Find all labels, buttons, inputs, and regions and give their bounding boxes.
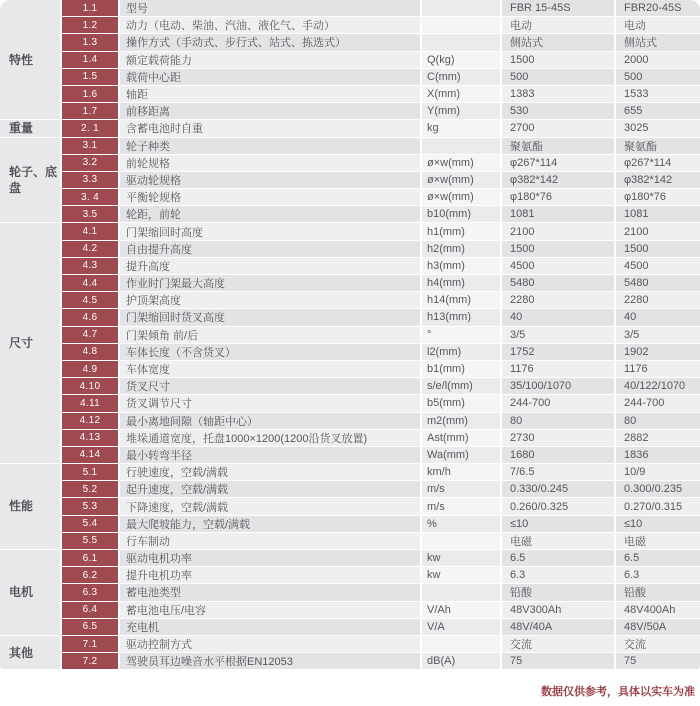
spec-section [0,0,700,119]
spec-label: 额定载荷能力 [120,52,420,68]
value-fbr15: 48V/40A [502,619,614,635]
value-fbr15: 530 [502,103,614,119]
value-fbr15: 2100 [502,223,614,239]
unit-cell: X(mm) [422,86,500,102]
row-number-badge: 4.8 [62,344,118,360]
row-number-badge: 4.11 [62,395,118,411]
unit-cell: Y(mm) [422,103,500,119]
spec-label: 轴距 [120,86,420,102]
unit-cell [422,636,500,652]
spec-row [62,395,700,411]
spec-label: 蓄电池类型 [120,584,420,600]
row-number-badge: 5.4 [62,516,118,532]
spec-label: 驱动轮规格 [120,172,420,188]
value-fbr20: 6.5 [616,550,700,566]
row-number-badge: 7.1 [62,636,118,652]
row-number-badge: 4.2 [62,241,118,257]
value-fbr20: 80 [616,413,700,429]
unit-cell: ° [422,327,500,343]
value-fbr20: 4500 [616,258,700,274]
row-number-badge: 6.3 [62,584,118,600]
row-number-badge: 5.1 [62,464,118,480]
value-fbr20: φ180*76 [616,189,700,205]
row-number-badge: 6.1 [62,550,118,566]
row-number-badge: 1.1 [62,0,118,16]
spec-row [62,516,700,532]
unit-cell: kw [422,550,500,566]
value-fbr15: φ267*114 [502,155,614,171]
unit-cell: Wa(mm) [422,447,500,463]
spec-label: 提升电机功率 [120,567,420,583]
value-fbr15: 7/6.5 [502,464,614,480]
spec-label: 操作方式（手动式、步行式、站式、拣选式） [120,34,420,50]
value-fbr15: 2730 [502,430,614,446]
row-number-badge: 4.7 [62,327,118,343]
spec-section [0,550,700,635]
spec-label: 轮子种类 [120,138,420,154]
value-fbr20: 1500 [616,241,700,257]
value-fbr15: 6.5 [502,550,614,566]
spec-row [62,464,700,480]
unit-cell: dB(A) [422,653,500,669]
row-number-badge: 1.3 [62,34,118,50]
value-fbr20: 铅酸 [616,584,700,600]
value-fbr15: 5480 [502,275,614,291]
unit-cell: h4(mm) [422,275,500,291]
spec-label: 行车制动 [120,533,420,549]
spec-row [62,258,700,274]
row-number-badge: 4.3 [62,258,118,274]
unit-cell: b10(mm) [422,206,500,222]
spec-row [62,413,700,429]
value-fbr20: 10/9 [616,464,700,480]
spec-label: 最小离地间隙（轴距中心） [120,413,420,429]
value-fbr15: φ180*76 [502,189,614,205]
spec-label: 驾驶员耳边噪音水平根据EN12053 [120,653,420,669]
spec-row [62,584,700,600]
value-fbr20: 48V/50A [616,619,700,635]
value-fbr20: 电动 [616,17,700,33]
value-fbr20: 1836 [616,447,700,463]
value-fbr15: 1383 [502,86,614,102]
row-number-badge: 3.1 [62,138,118,154]
spec-label: 护顶架高度 [120,292,420,308]
value-fbr20: 聚氨酯 [616,138,700,154]
value-fbr15: 1176 [502,361,614,377]
spec-label: 载荷中心距 [120,69,420,85]
spec-label: 蓄电池电压/电容 [120,602,420,618]
unit-cell: Q(kg) [422,52,500,68]
spec-label: 最小转弯半径 [120,447,420,463]
spec-label: 堆垛通道宽度，托盘1000×1200(1200沿货叉放置) [120,430,420,446]
unit-cell: m/s [422,481,500,497]
value-fbr20: 1081 [616,206,700,222]
value-fbr20: 1902 [616,344,700,360]
category-label: 尺寸 [0,223,60,463]
row-number-badge: 2. 1 [62,120,118,136]
disclaimer-note: 数据仅供参考，具体以实车为准 [541,686,695,698]
spec-row [62,619,700,635]
value-fbr20: 0.270/0.315 [616,498,700,514]
spec-row [62,138,700,154]
value-fbr15: 0.260/0.325 [502,498,614,514]
value-fbr15: 交流 [502,636,614,652]
spec-row [62,636,700,652]
spec-row [62,120,700,136]
spec-row [62,653,700,669]
unit-cell [422,584,500,600]
value-fbr20: 75 [616,653,700,669]
row-number-badge: 6.2 [62,567,118,583]
value-fbr20: 6.3 [616,567,700,583]
unit-cell [422,533,500,549]
unit-cell: m/s [422,498,500,514]
spec-label: 货叉调节尺寸 [120,395,420,411]
row-number-badge: 4.12 [62,413,118,429]
value-fbr20: 2882 [616,430,700,446]
category-label: 重量 [0,120,60,136]
value-fbr20: 48V400Ah [616,602,700,618]
spec-row [62,292,700,308]
spec-label: 轮距，前轮 [120,206,420,222]
row-number-badge: 5.3 [62,498,118,514]
spec-label: 货叉尺寸 [120,378,420,394]
value-fbr20: 1533 [616,86,700,102]
category-label: 轮子、底盘 [0,138,60,223]
section-rows [62,138,700,223]
row-number-badge: 4.14 [62,447,118,463]
unit-cell: C(mm) [422,69,500,85]
spec-label: 门架缩回时高度 [120,223,420,239]
spec-row [62,602,700,618]
spec-row [62,17,700,33]
spec-section [0,120,700,136]
row-number-badge: 4.1 [62,223,118,239]
spec-label: 前轮规格 [120,155,420,171]
spec-row [62,567,700,583]
section-rows [62,0,700,119]
row-number-badge: 6.4 [62,602,118,618]
row-number-badge: 3.2 [62,155,118,171]
category-label: 其他 [0,636,60,669]
section-rows [62,464,700,549]
value-fbr15: ≤10 [502,516,614,532]
spec-section [0,138,700,223]
value-fbr20: ≤10 [616,516,700,532]
spec-row [62,447,700,463]
row-number-badge: 3.5 [62,206,118,222]
unit-cell: h13(mm) [422,309,500,325]
spec-label: 充电机 [120,619,420,635]
unit-cell: b1(mm) [422,361,500,377]
row-number-badge: 4.5 [62,292,118,308]
spec-label: 门架倾角 前/后 [120,327,420,343]
unit-cell: b5(mm) [422,395,500,411]
spec-label: 提升高度 [120,258,420,274]
row-number-badge: 4.4 [62,275,118,291]
spec-label: 车体长度（不含货叉） [120,344,420,360]
spec-section [0,464,700,549]
unit-cell: Ast(mm) [422,430,500,446]
unit-cell [422,0,500,16]
unit-cell [422,17,500,33]
value-fbr15: 75 [502,653,614,669]
value-fbr20: 3025 [616,120,700,136]
row-number-badge: 4.9 [62,361,118,377]
row-number-badge: 4.6 [62,309,118,325]
unit-cell: h1(mm) [422,223,500,239]
row-number-badge: 4.10 [62,378,118,394]
section-rows [62,223,700,463]
value-fbr15: 电动 [502,17,614,33]
spec-row [62,361,700,377]
value-fbr20: 40/122/1070 [616,378,700,394]
value-fbr15: FBR 15-45S [502,0,614,16]
row-number-badge: 5.2 [62,481,118,497]
value-fbr15: 2280 [502,292,614,308]
unit-cell: km/h [422,464,500,480]
value-fbr15: 1500 [502,52,614,68]
unit-cell: V/Ah [422,602,500,618]
value-fbr20: 0.300/0.235 [616,481,700,497]
spec-label: 前移距离 [120,103,420,119]
unit-cell: ø×w(mm) [422,172,500,188]
value-fbr15: φ382*142 [502,172,614,188]
spec-row [62,189,700,205]
value-fbr20: 1176 [616,361,700,377]
row-number-badge: 7.2 [62,653,118,669]
spec-label: 行驶速度，空载/满载 [120,464,420,480]
value-fbr20: 2100 [616,223,700,239]
value-fbr20: 2280 [616,292,700,308]
value-fbr15: 聚氨酯 [502,138,614,154]
spec-row [62,103,700,119]
value-fbr15: 电磁 [502,533,614,549]
spec-row [62,430,700,446]
spec-row [62,155,700,171]
value-fbr15: 4500 [502,258,614,274]
section-rows [62,636,700,669]
value-fbr15: 1500 [502,241,614,257]
spec-row [62,378,700,394]
spec-label: 动力（电动、柴油、汽油、液化气、手动） [120,17,420,33]
spec-section [0,636,700,669]
spec-row [62,52,700,68]
value-fbr15: 1752 [502,344,614,360]
value-fbr15: 48V300Ah [502,602,614,618]
spec-row [62,223,700,239]
spec-label: 作业时门架最大高度 [120,275,420,291]
value-fbr15: 244-700 [502,395,614,411]
value-fbr15: 侧站式 [502,34,614,50]
value-fbr15: 500 [502,69,614,85]
spec-label: 平衡轮规格 [120,189,420,205]
spec-row [62,498,700,514]
unit-cell: ø×w(mm) [422,155,500,171]
value-fbr15: 2700 [502,120,614,136]
spec-row [62,344,700,360]
value-fbr20: 交流 [616,636,700,652]
value-fbr20: 3/5 [616,327,700,343]
value-fbr20: 244-700 [616,395,700,411]
unit-cell [422,138,500,154]
row-number-badge: 1.6 [62,86,118,102]
value-fbr20: 2000 [616,52,700,68]
spec-row [62,172,700,188]
spec-row [62,275,700,291]
row-number-badge: 5.5 [62,533,118,549]
value-fbr20: 40 [616,309,700,325]
unit-cell: h2(mm) [422,241,500,257]
value-fbr15: 1081 [502,206,614,222]
unit-cell: % [422,516,500,532]
spec-label: 驱动控制方式 [120,636,420,652]
value-fbr20: 电磁 [616,533,700,549]
value-fbr15: 6.3 [502,567,614,583]
spec-row [62,533,700,549]
spec-row [62,481,700,497]
unit-cell: l2(mm) [422,344,500,360]
unit-cell: s/e/l(mm) [422,378,500,394]
value-fbr20: 655 [616,103,700,119]
value-fbr20: 侧站式 [616,34,700,50]
row-number-badge: 1.5 [62,69,118,85]
spec-label: 车体宽度 [120,361,420,377]
spec-row [62,69,700,85]
row-number-badge: 1.7 [62,103,118,119]
category-label: 性能 [0,464,60,549]
row-number-badge: 3.3 [62,172,118,188]
unit-cell: kg [422,120,500,136]
spec-section [0,223,700,463]
spec-label: 驱动电机功率 [120,550,420,566]
spec-label: 型号 [120,0,420,16]
value-fbr20: 5480 [616,275,700,291]
value-fbr20: φ267*114 [616,155,700,171]
spec-row [62,34,700,50]
value-fbr15: 40 [502,309,614,325]
unit-cell [422,34,500,50]
unit-cell: V/A [422,619,500,635]
unit-cell: m2(mm) [422,413,500,429]
spec-label: 门架缩回时货叉高度 [120,309,420,325]
value-fbr20: 500 [616,69,700,85]
unit-cell: kw [422,567,500,583]
spec-row [62,0,700,16]
spec-label: 最大爬坡能力，空载/满载 [120,516,420,532]
value-fbr20: φ382*142 [616,172,700,188]
spec-row [62,309,700,325]
value-fbr15: 0.330/0.245 [502,481,614,497]
section-rows [62,550,700,635]
spec-row [62,550,700,566]
row-number-badge: 6.5 [62,619,118,635]
spec-label: 含蓄电池时自重 [120,120,420,136]
unit-cell: h14(mm) [422,292,500,308]
row-number-badge: 1.4 [62,52,118,68]
spec-label: 起升速度，空载/满载 [120,481,420,497]
spec-row [62,327,700,343]
spec-row [62,206,700,222]
unit-cell: ø×w(mm) [422,189,500,205]
section-rows [62,120,700,136]
row-number-badge: 3. 4 [62,189,118,205]
value-fbr15: 1680 [502,447,614,463]
row-number-badge: 1.2 [62,17,118,33]
spec-row [62,86,700,102]
spec-label: 自由提升高度 [120,241,420,257]
value-fbr20: FBR20-45S [616,0,700,16]
category-label: 特性 [0,0,60,119]
value-fbr15: 80 [502,413,614,429]
category-label: 电机 [0,550,60,635]
value-fbr15: 铅酸 [502,584,614,600]
value-fbr15: 35/100/1070 [502,378,614,394]
spec-label: 下降速度，空载/满载 [120,498,420,514]
value-fbr15: 3/5 [502,327,614,343]
unit-cell: h3(mm) [422,258,500,274]
row-number-badge: 4.13 [62,430,118,446]
spec-row [62,241,700,257]
